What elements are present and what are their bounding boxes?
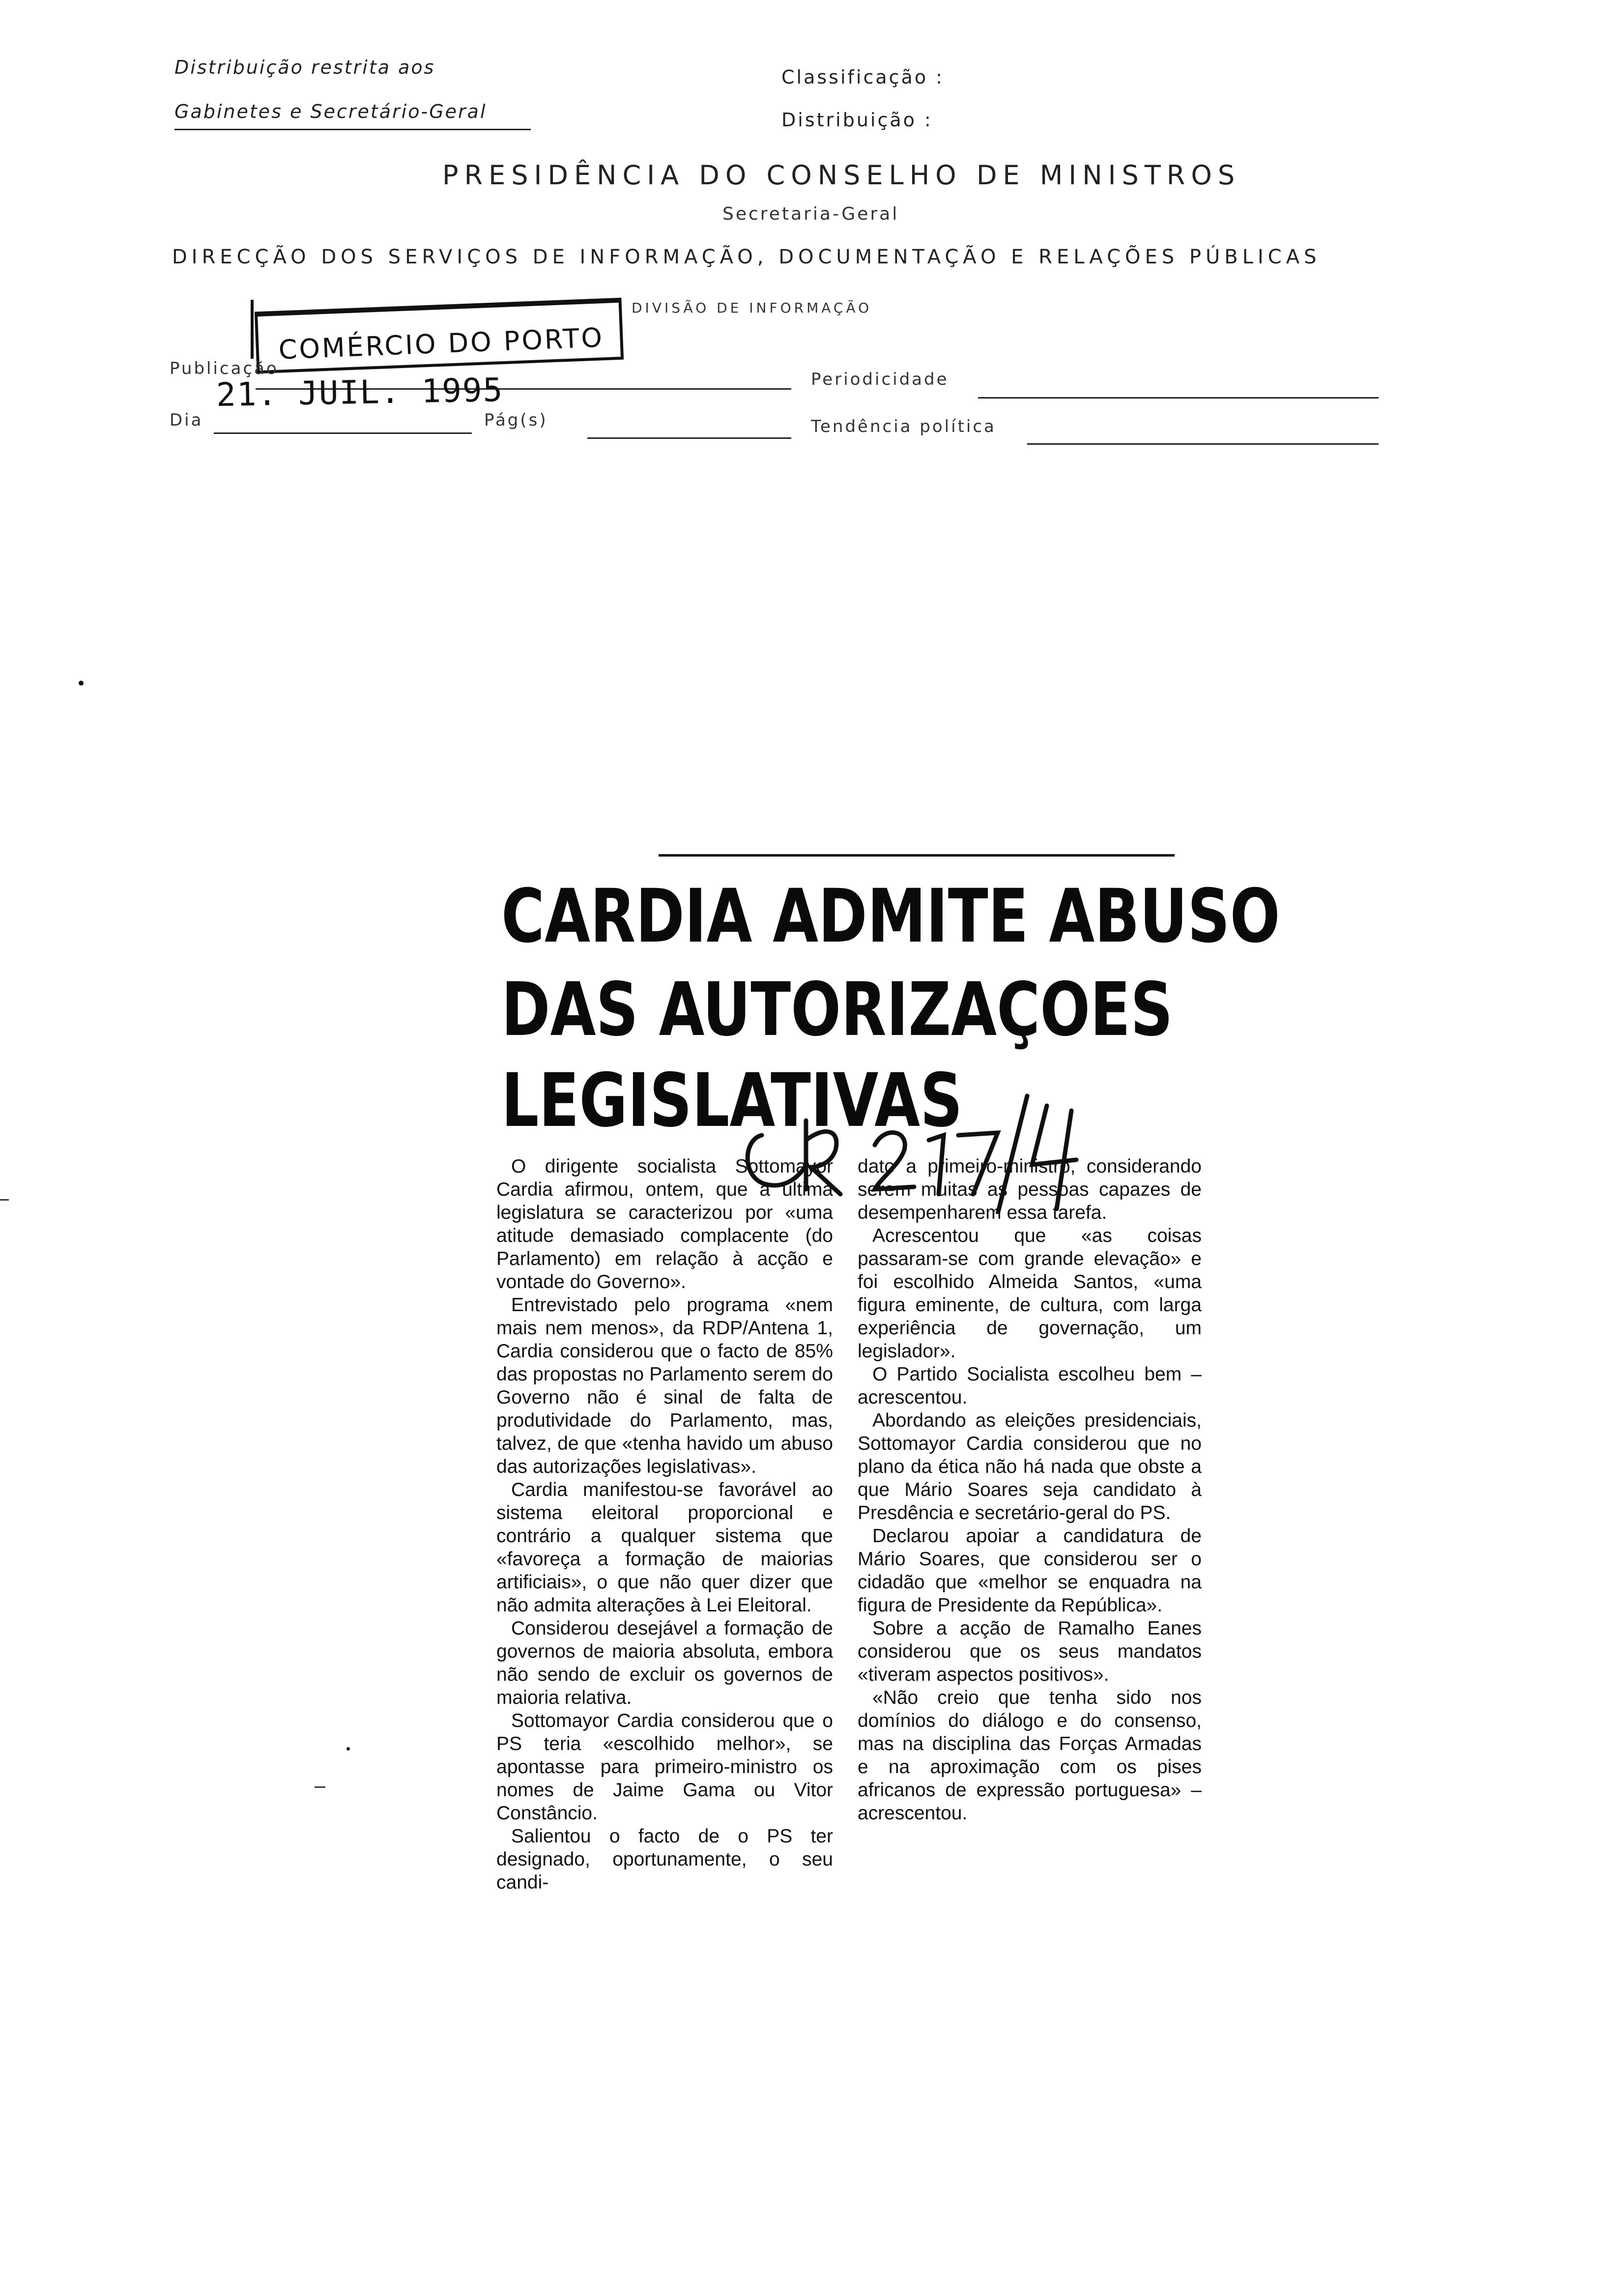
article-top-rule (659, 854, 1175, 857)
day-label: Dia (170, 410, 203, 430)
scan-speck (346, 1747, 350, 1751)
article-column-2 (858, 1155, 1202, 1825)
col2-paragraph-1: dato a primeiro-ministro, considerando serem muitas as pessoas capazes de desempenharem essa tarefa. (858, 1156, 1202, 1223)
political-tendency-label: Tendência política (811, 417, 996, 436)
col2-paragraph-2: Acrescentou que «as coisas passaram-se com grande elevação» e foi escolhido Almeida Santos, «uma figura eminente, de cultura, com larga experiência de governação, um legislador». (858, 1225, 1202, 1362)
pages-line (587, 437, 791, 439)
col2-paragraph-5: Declarou apoiar a candidatura de Mário Soares, que considerou ser o cidadão que «melhor se enquadra na figura de Presidente da República». (858, 1525, 1202, 1616)
col2-paragraph-4: Abordando as eleições presidenciais, Sottomayor Cardia considerou que no plano da ética não há nada que obste a que Mário Soares seja candidato à Presdência e secretário-geral do PS. (858, 1410, 1202, 1523)
stamp-text: COMÉRCIO DO PORTO (278, 322, 605, 366)
col1-paragraph-5: Sottomayor Cardia considerou que o PS teria «escolhido melhor», se apontasse para primeiro-ministro os nomes de Jaime Gama ou Vitor Constâncio. (496, 1710, 833, 1824)
directorate-title: DIRECÇÃO DOS SERVIÇOS DE INFORMAÇÃO, DOCUMENTAÇÃO E RELAÇÕES PÚBLICAS (172, 246, 1321, 268)
col2-paragraph-7: «Não creio que tenha sido nos domínios do diálogo e do consenso, mas na disciplina das Forças Armadas e na aproximação com os pises africanos de expressão portuguesa» – acrescentou. (858, 1687, 1202, 1824)
distribution-restriction-line1: Distribuição restrita aos (174, 57, 435, 78)
distribution-restriction-line2: Gabinetes e Secretário-Geral (174, 101, 487, 122)
secretariat-subtitle: Secretaria-Geral (722, 204, 899, 224)
col1-paragraph-3: Cardia manifestou-se favorável ao sistema eleitoral proporcional e contrário a qualquer sistema que «favoreça a formação de maiorias artificiais», o que não quer dizer que não admita alterações à Lei Eleitoral. (496, 1479, 833, 1616)
stamp-edge (251, 300, 254, 359)
political-tendency-line (1027, 443, 1379, 445)
headline-line-1: CARDIA ADMITE ABUSO (501, 874, 1280, 959)
headline-line-3: LEGISLATIVAS (501, 1058, 963, 1144)
presidency-title: PRESIDÊNCIA DO CONSELHO DE MINISTROS (442, 160, 1241, 191)
publication-date: 21. JUIL. 1995 (216, 371, 504, 414)
col1-paragraph-2: Entrevistado pelo programa «nem mais nem menos», da RDP/Antena 1, Cardia considerou que o facto de 85% das propostas no Parlamento serem do Governo não é sinal de falta de produtividade do Parlamento, mas, talvez, de que «tenha havido um abuso das autorizações legislativas». (496, 1294, 833, 1477)
periodicity-label: Periodicidade (811, 370, 949, 389)
day-line (214, 432, 472, 434)
pages-label: Pág(s) (484, 410, 548, 430)
classification-label: Classificação : (781, 66, 944, 88)
headline-line-2: DAS AUTORIZAÇOES (501, 967, 1173, 1053)
publication-label: Publicação (170, 359, 279, 378)
col1-paragraph-6: Salientou o facto de o PS ter designado, oportunamente, o seu candi- (496, 1826, 833, 1893)
article-column-1 (496, 1155, 833, 1894)
distribution-label: Distribuição : (781, 109, 933, 131)
scan-speck (79, 681, 84, 686)
col1-paragraph-4: Considerou desejável a formação de governos de maioria absoluta, embora não sendo de excluir os governos de maioria relativa. (496, 1618, 833, 1708)
col2-paragraph-6: Sobre a acção de Ramalho Eanes considerou que os seus mandatos «tiveram aspectos positivos». (858, 1618, 1202, 1685)
stamp-frame (255, 298, 624, 374)
distribution-underline (174, 129, 531, 130)
scan-speck (315, 1786, 325, 1788)
newspaper-stamp (251, 290, 624, 369)
col2-paragraph-3: O Partido Socialista escolheu bem – acrescentou. (858, 1364, 1202, 1408)
division-title: DIVISÃO DE INFORMAÇÃO (632, 300, 872, 316)
periodicity-line (978, 397, 1379, 399)
col1-paragraph-1: O dirigente socialista Sottomayor Cardia afirmou, ontem, que a última legislatura se caracterizou por «uma atitude demasiado complacente (do Parlamento) em relação à acção e vontade do Governo». (496, 1156, 833, 1292)
scan-speck (0, 1199, 9, 1201)
